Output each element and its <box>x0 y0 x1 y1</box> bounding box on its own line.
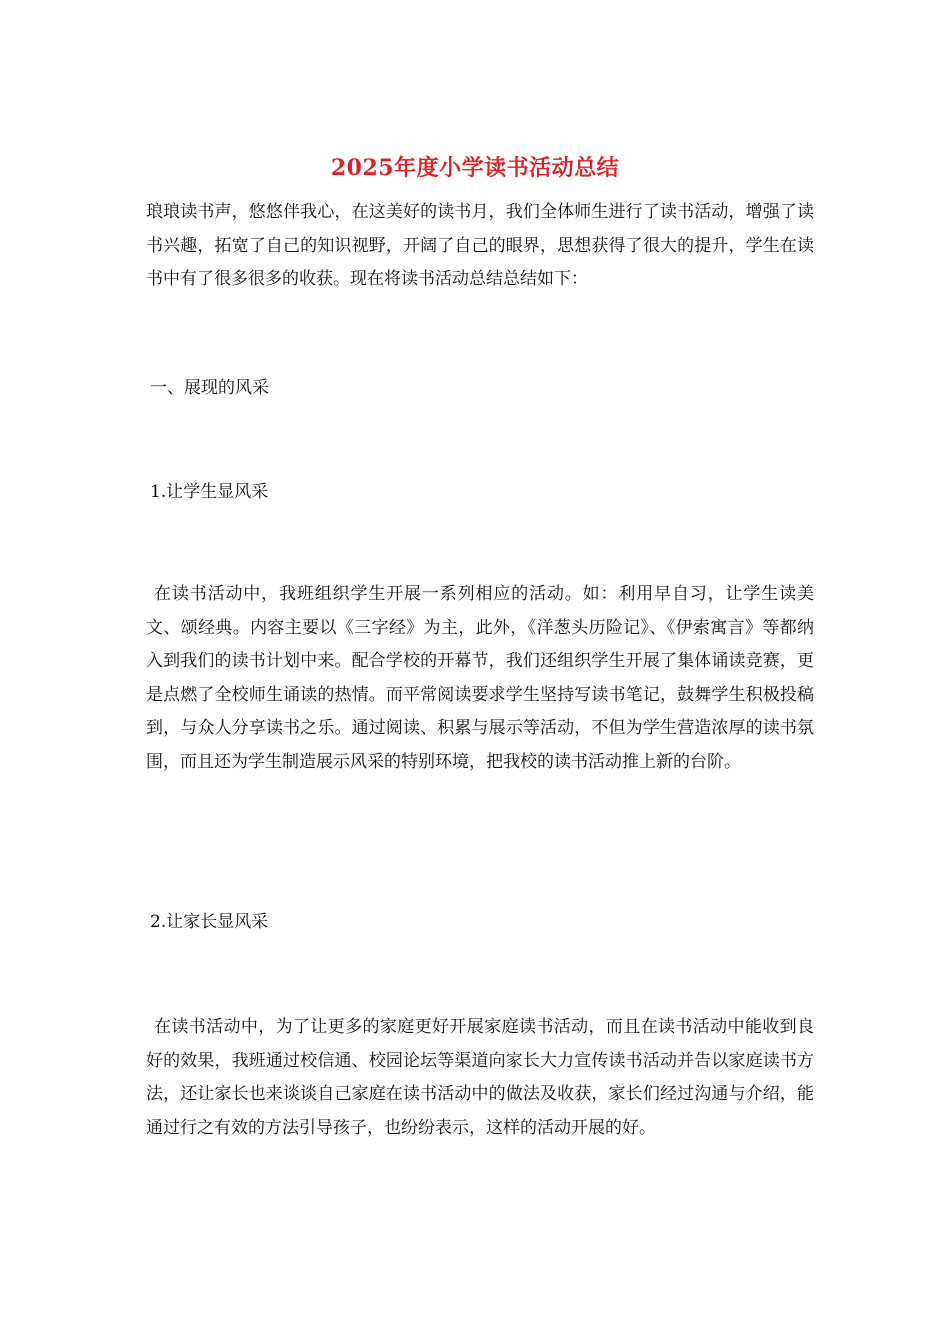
section-heading-1: 一、展现的风采 <box>150 378 269 398</box>
subsection-heading-1: 1.让学生显风采 <box>150 482 269 502</box>
intro-paragraph: 琅琅读书声，悠悠伴我心，在这美好的读书月，我们全体师生进行了读书活动，增强了读书兴趣，拓宽了自己的知识视野，开阔了自己的眼界，思想获得了很大的提升，学生在读书中有了很多很多的收获。现在将读书活动总结总结如下： <box>146 202 814 289</box>
subsection-paragraph-2: 在读书活动中，为了让更多的家庭更好开展家庭读书活动，而且在读书活动中能收到良好的效果，我班通过校信通、校园论坛等渠道向家长大力宣传读书活动并告以家庭读书方法，还让家长也来谈谈自己家庭在读书活动中的做法及收获，家长们经过沟通与介绍，能通过行之有效的方法引导孩子，也纷纷表示，这样的活动开展的好。 <box>146 1017 814 1138</box>
subsection-heading-2: 2.让家长显风采 <box>150 912 269 932</box>
document-title: 2025年度小学读书活动总结 <box>330 155 620 181</box>
subsection-paragraph-1: 在读书活动中，我班组织学生开展一系列相应的活动。如：利用早自习，让学生读美文、颂经典。内容主要以《三字经》为主，此外，《洋葱头历险记》、《伊索寓言》等都纳入到我们的读书计划中来。配合学校的开幕节，我们还组织学生开展了集体诵读竞赛，更是点燃了全校师生诵读的热情。而平常阅读要求学生坚持写读书笔记，鼓舞学生积极投稿到，与众人分享读书之乐。通过阅读、积累与展示等活动，不但为学生营造浓厚的读书氛围，而且还为学生制造展示风采的特别环境，把我校的读书活动推上新的台阶。 <box>146 584 814 772</box>
